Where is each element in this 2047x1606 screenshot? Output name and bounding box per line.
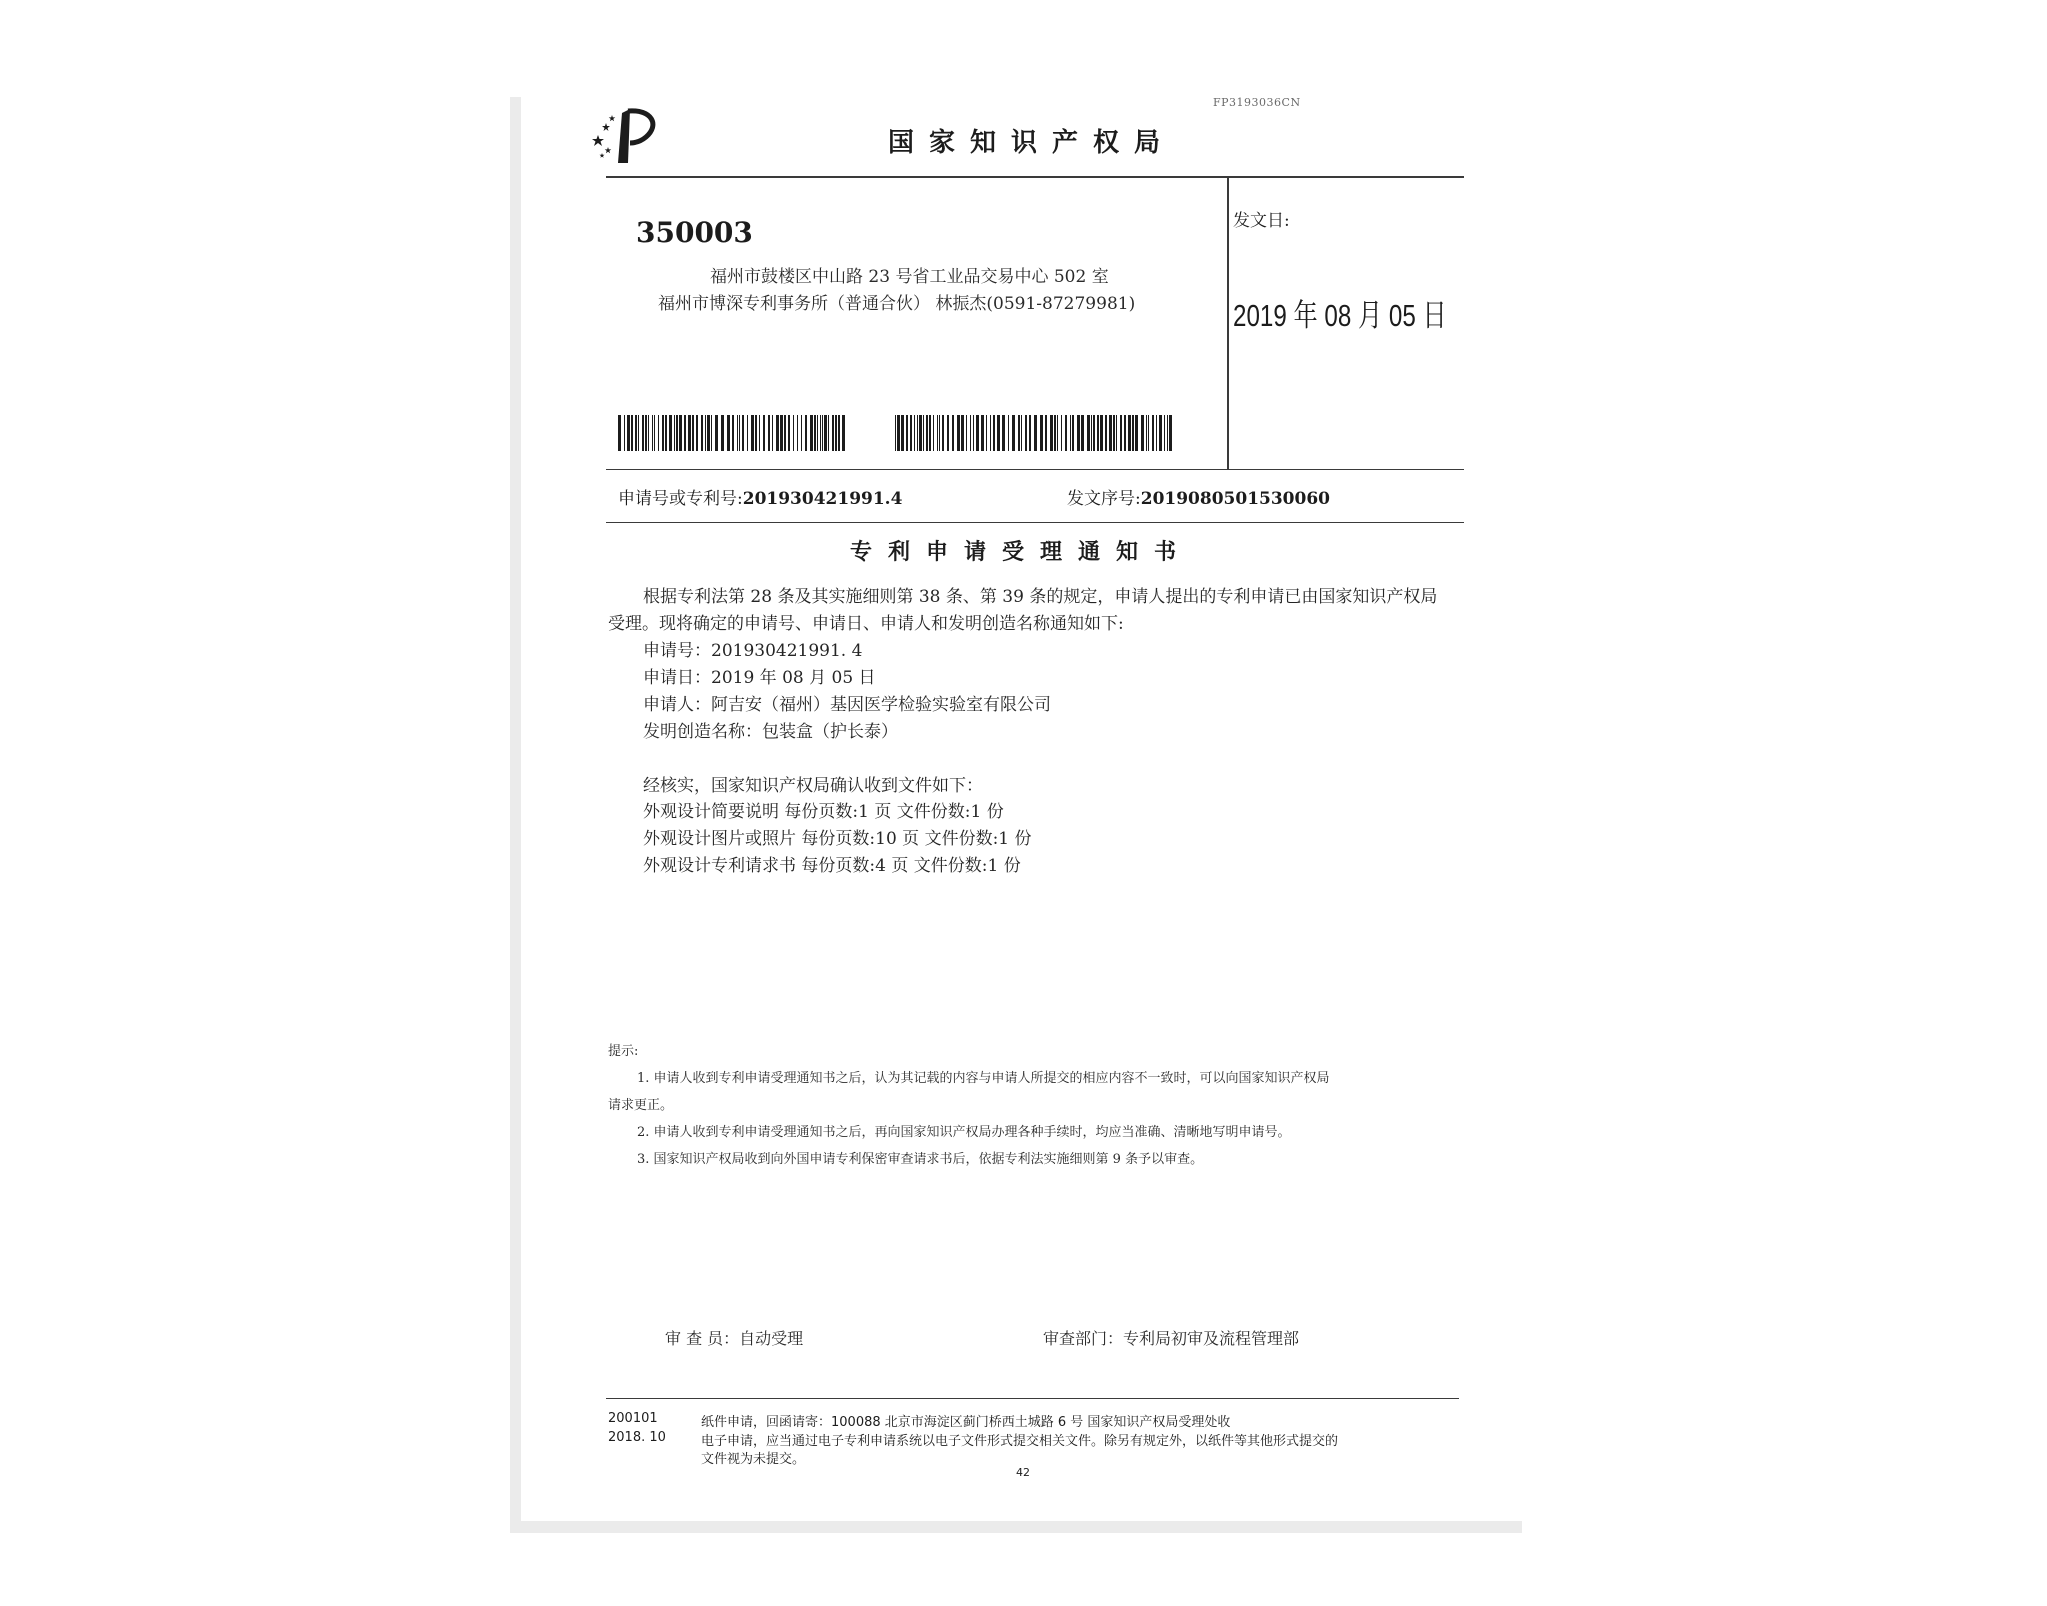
barcode-right <box>895 415 1173 451</box>
numbers-top-divider <box>606 469 1464 470</box>
tip-2: 2. 申请人收到专利申请受理通知书之后，再向国家知识产权局办理各种手续时，均应当准确、清晰地写明申请号。 <box>637 1125 1291 1140</box>
tip-1-line-1: 1. 申请人收到专利申请受理通知书之后，认为其记载的内容与申请人所提交的相应内容不一致时，可以向国家知识产权局 <box>637 1071 1330 1086</box>
application-number: 201930421991.4 <box>742 489 903 509</box>
verification-statement: 经核实，国家知识产权局确认收到文件如下： <box>643 776 983 796</box>
invention-title-detail: 发明创造名称：包装盒（护长泰） <box>643 722 898 742</box>
application-number-row <box>618 484 902 509</box>
serial-number-label: 发文序号: <box>1067 489 1141 509</box>
footer-line-2: 电子申请，应当通过电子专利申请系统以电子文件形式提交相关文件。除另有规定外，以纸件等其他形式提交的 <box>701 1434 1339 1449</box>
notice-title: 专利申请受理通知书 <box>850 540 1193 565</box>
tip-3: 3. 国家知识产权局收到向外国申请专利保密审查请求书后，依据专利法实施细则第 9 条予以审查。 <box>637 1152 1204 1167</box>
footer-line-3: 文件视为未提交。 <box>701 1452 806 1467</box>
applicant-detail: 申请人：阿吉安（福州）基因医学检验实验室有限公司 <box>643 695 1051 715</box>
serial-number-row <box>1067 484 1330 509</box>
numbers-bottom-divider <box>606 522 1464 523</box>
file-item: 外观设计简要说明 每份页数:1 页 文件份数:1 份 <box>643 802 1004 822</box>
cnipa-logo-icon <box>590 105 670 165</box>
document-code: FP3193036CN <box>1213 96 1301 109</box>
file-item: 外观设计图片或照片 每份页数:10 页 文件份数:1 份 <box>643 829 1032 849</box>
application-number-detail: 申请号：201930421991. 4 <box>643 641 863 661</box>
page-shadow-bottom <box>510 1521 1522 1533</box>
form-date: 2018. 10 <box>608 1430 666 1445</box>
postcode: 350003 <box>636 216 753 249</box>
serial-number: 2019080501530060 <box>1140 489 1330 509</box>
tips-label: 提示: <box>608 1044 639 1059</box>
examining-department: 审查部门：专利局初审及流程管理部 <box>1043 1329 1300 1348</box>
office-title: 国家知识产权局 <box>888 128 1176 158</box>
issue-date: 2019 年 08 月 05 日 <box>1233 298 1447 333</box>
file-item: 外观设计专利请求书 每份页数:4 页 文件份数:1 份 <box>643 856 1021 876</box>
notice-paragraph-line-1: 根据专利法第 28 条及其实施细则第 38 条、第 39 条的规定，申请人提出的专利申请已由国家知识产权局 <box>643 587 1438 607</box>
tip-1-line-2: 请求更正。 <box>608 1098 674 1113</box>
footer-divider <box>606 1398 1459 1399</box>
barcode-left <box>618 415 848 451</box>
issue-date-label: 发文日: <box>1233 211 1290 231</box>
recipient-agency: 福州市博深专利事务所（普通合伙） 林振杰(0591-87279981) <box>658 294 1136 314</box>
examiner: 审 查 员：自动受理 <box>665 1329 804 1348</box>
date-column-divider <box>1227 176 1229 470</box>
application-number-label: 申请号或专利号: <box>618 489 743 509</box>
notice-paragraph-line-2: 受理。现将确定的申请号、申请日、申请人和发明创造名称通知如下: <box>608 614 1124 634</box>
form-code: 200101 <box>608 1411 658 1426</box>
page-number: 42 <box>1016 1466 1030 1479</box>
application-date-detail: 申请日：2019 年 08 月 05 日 <box>643 668 876 688</box>
recipient-address: 福州市鼓楼区中山路 23 号省工业品交易中心 502 室 <box>710 267 1109 287</box>
footer-line-1: 纸件申请，回函请寄：100088 北京市海淀区蓟门桥西土城路 6 号 国家知识产权局受理处收 <box>701 1415 1231 1430</box>
header-divider <box>606 176 1464 178</box>
